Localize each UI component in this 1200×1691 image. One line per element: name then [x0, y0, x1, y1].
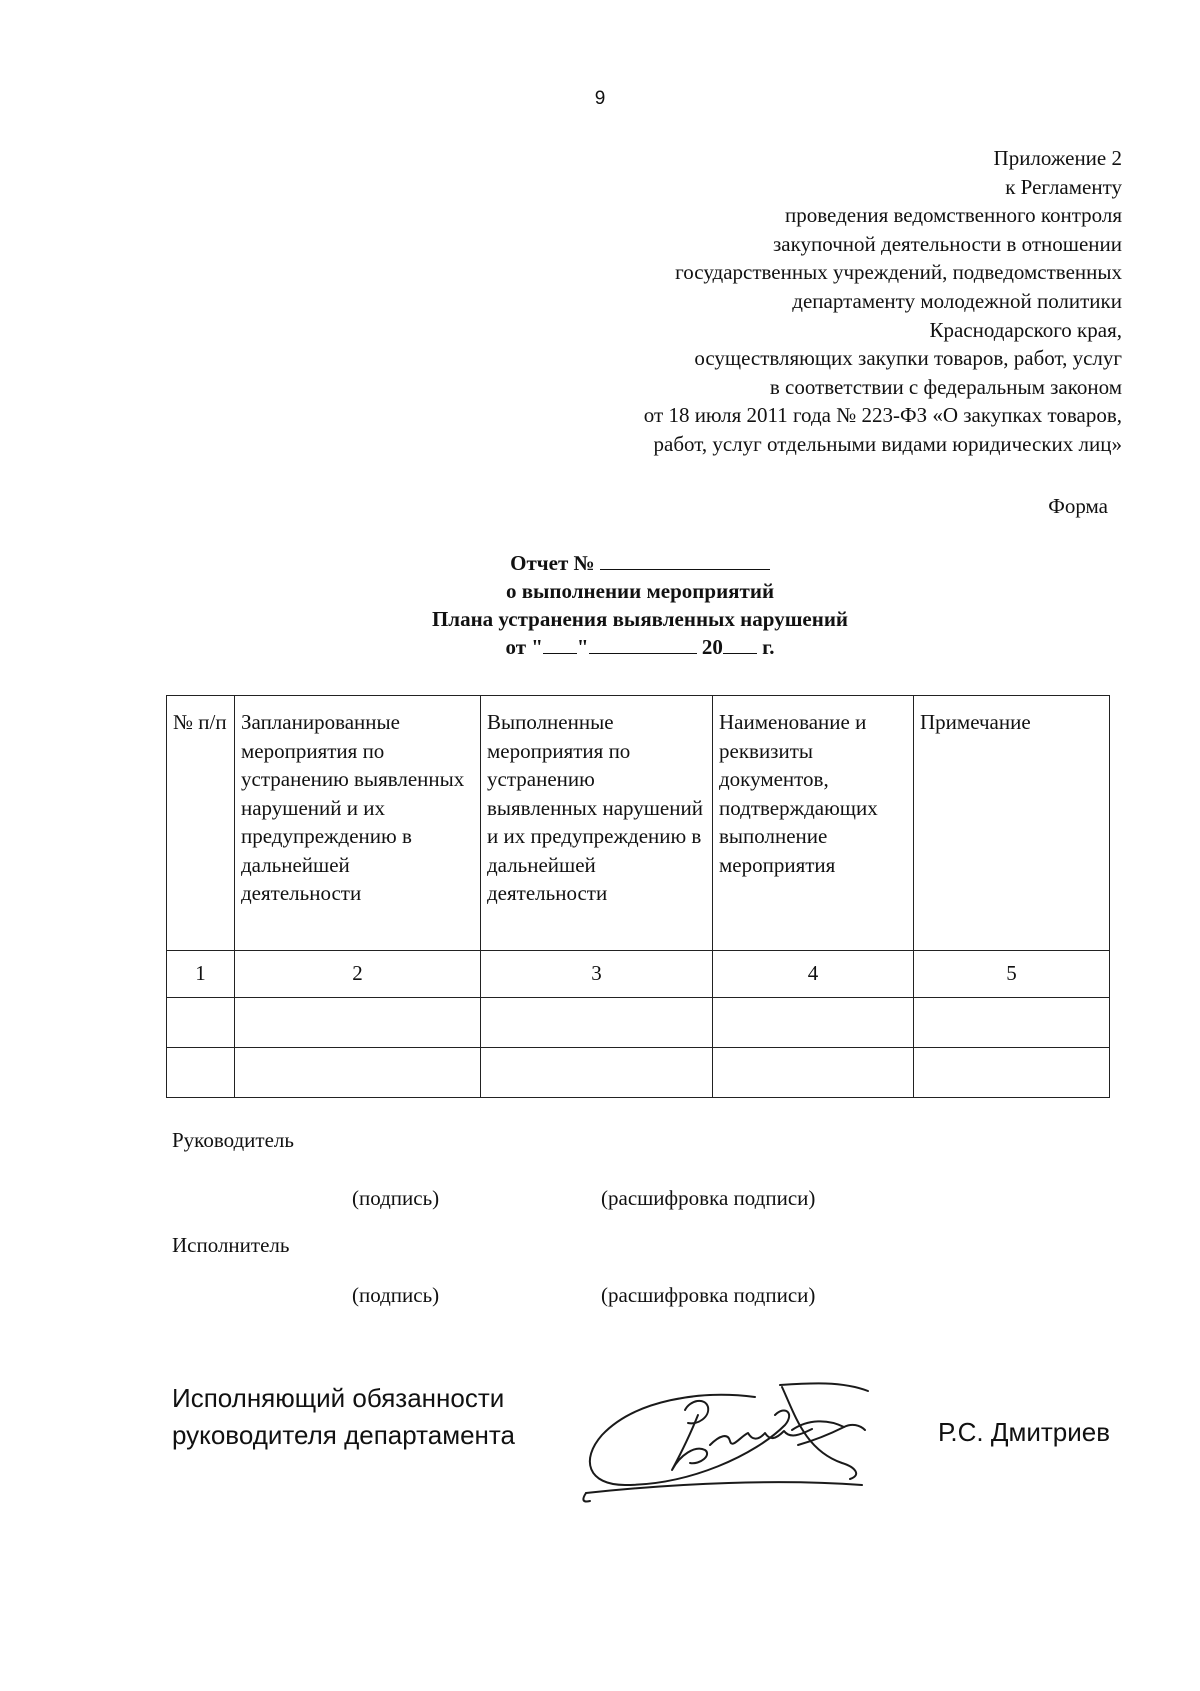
appendix-line: от 18 июля 2011 года № 223-ФЗ «О закупках товаров,: [643, 403, 1122, 428]
column-number-cell: 4: [713, 951, 914, 998]
report-table: [166, 695, 1110, 1098]
column-number-cell: 5: [914, 951, 1110, 998]
head-label: Руководитель: [172, 1128, 294, 1152]
table-cell: [481, 1048, 713, 1098]
appendix-line: работ, услуг отдельными видами юридических лиц»: [653, 431, 1122, 456]
appendix-line: Приложение 2: [993, 146, 1122, 170]
appendix-line: государственных учреждений, подведомственных: [675, 260, 1122, 285]
appendix-line: Краснодарского края,: [929, 317, 1122, 342]
date-suffix: г.: [762, 635, 775, 659]
column-number-cell: 3: [481, 951, 713, 998]
column-number-row: [167, 951, 1110, 998]
appendix-line: проведения ведомственного контроля: [785, 203, 1122, 228]
date-month-blank: [589, 635, 697, 654]
table-cell: [167, 998, 235, 1048]
head-decode-caption: (расшифровка подписи): [601, 1186, 816, 1210]
table-row: [167, 1048, 1110, 1098]
appendix-line: к Регламенту: [1005, 174, 1122, 199]
header-cell-note: Примечание: [914, 696, 1110, 951]
executor-sign-caption: (подпись): [352, 1283, 440, 1307]
appendix-line: осуществляющих закупки товаров, работ, услуг: [694, 346, 1122, 371]
header-cell-documents: Наименование и реквизиты документов, подтверждающих выполнение мероприятия: [713, 696, 914, 951]
report-title-line-2: о выполнении мероприятий: [505, 579, 775, 603]
acting-title-line-2: руководителя департамента: [172, 1420, 515, 1450]
table-cell: [481, 998, 713, 1048]
date-quote: ": [576, 635, 589, 659]
acting-head-title: [172, 1380, 515, 1454]
page-number: 9: [594, 88, 606, 109]
table-cell: [914, 1048, 1110, 1098]
table-cell: [914, 998, 1110, 1048]
header-cell-planned: Запланированные мероприятия по устранению выявленных нарушений и их предупреждению в дальнейшей деятельности: [235, 696, 481, 951]
appendix-line: закупочной деятельности в отношении: [773, 231, 1122, 256]
appendix-header: [482, 144, 1122, 459]
column-number-cell: 1: [167, 951, 235, 998]
handwritten-signature: [580, 1375, 910, 1515]
signer-name: Р.С. Дмитриев: [938, 1417, 1111, 1447]
table-cell: [167, 1048, 235, 1098]
appendix-line: в соответствии с федеральным законом: [769, 374, 1122, 399]
head-sign-caption: (подпись): [352, 1186, 440, 1210]
table-row: [167, 998, 1110, 1048]
header-cell-completed: Выполненные мероприятия по устранению выявленных нарушений и их предупреждению в дальнейшей деятельности: [481, 696, 713, 951]
report-date-line: [0, 633, 1200, 661]
column-number-cell: 2: [235, 951, 481, 998]
date-year-prefix: 20: [701, 635, 723, 659]
acting-title-line-1: Исполняющий обязанности: [172, 1383, 505, 1413]
executor-decode-caption: (расшифровка подписи): [601, 1283, 816, 1307]
header-cell-number: № п/п: [167, 696, 235, 951]
form-label: Форма: [1048, 494, 1108, 518]
appendix-line: департаменту молодежной политики: [792, 288, 1122, 313]
table-cell: [713, 998, 914, 1048]
report-title: [0, 549, 1200, 661]
report-number-label: Отчет №: [510, 551, 595, 575]
date-year-blank: [723, 635, 757, 654]
table-header-row: [167, 696, 1110, 951]
table-cell: [235, 1048, 481, 1098]
report-title-line-3: Плана устранения выявленных нарушений: [431, 607, 849, 631]
report-number-blank: [600, 551, 770, 570]
date-from-label: от ": [505, 635, 543, 659]
table-cell: [713, 1048, 914, 1098]
report-title-line-1: [0, 549, 1200, 577]
executor-label: Исполнитель: [172, 1233, 290, 1257]
date-day-blank: [543, 635, 577, 654]
table-cell: [235, 998, 481, 1048]
